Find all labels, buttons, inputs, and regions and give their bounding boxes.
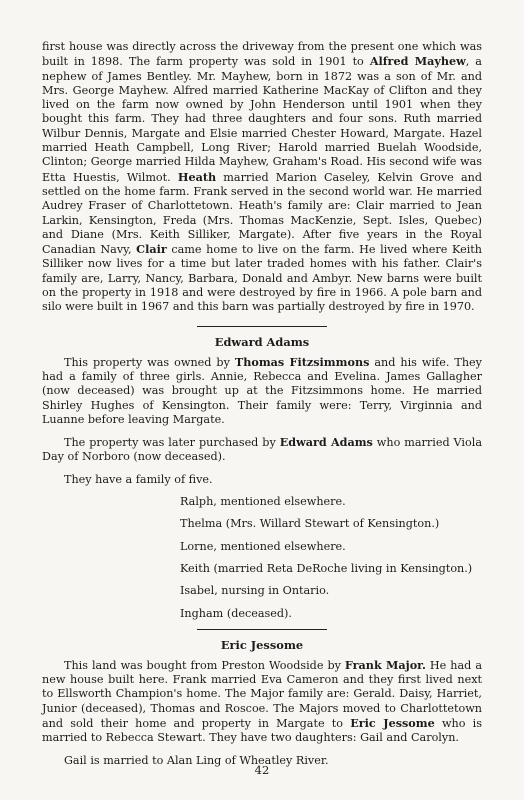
paragraph-edward-adams-purchase: The property was later purchased by Edward Adams who married Viola Day of Norboro (now deceased). [42,435,482,464]
paragraph-gail-married: Gail is married to Alan Ling of Wheatley River. [64,753,329,767]
paragraph-mayhew-history: first house was directly across the driveway from the present one which was built in 1898. The farm property was sold in 1901 to Alfred Mayhew, a nephew of James Bentley. Mr. Mayhew, born in 1872 was a son of Mr. and Mrs. George Mayhew. Alfred married Katherine MacKay of Clifton and they lived on the farm now owned by John Henderson until 1901 when they bought this farm. They had three daughters and four sons. Ruth married Wilbur Dennis, Margate and Elsie married Chester Howard, Margate. Hazel married Heath Campbell, Long River; Harold married Buelah Woodside, Clinton; George married Hilda Mayhew, Graham's Road. His second wife was Etta Huestis, Wilmot. Heath married Marion Caseley, Kelvin Grove and settled on the home farm. Frank served in the second world war. He married Audrey Fraser of Charlottetown. Heath's family are: Clair married to Jean Larkin, Kensington, Freda (Mrs. Thomas MacKenzie, Sept. Isles, Quebec) and Diane (Mrs. Keith Silliker, Margate). After five years in the Royal Canadian Navy, Clair came home to live on the farm. He lived where Keith Silliker now lives for a time but later traded homes with his father. Clair's family are, Larry, Nancy, Barbara, Donald and Ambyr. New barns were built on the property in 1918 and were destroyed by fire in 1966. A pole barn and silo were built in 1967 and this barn was partially destroyed by fire in 1970. [42,40,483,314]
page-number: 42 [254,763,270,777]
list-item: Ingham (deceased). [180,606,292,620]
section-heading-eric-jessome: Eric Jessome [220,637,304,652]
section-divider [197,629,327,630]
list-item: Thelma (Mrs. Willard Stewart of Kensington.) [180,517,440,531]
section-divider [197,326,327,327]
paragraph-family-of-five: They have a family of five. [64,472,213,486]
paragraph-fitzsimmons: This property was owned by Thomas Fitzsimmons and his wife. They had a family of three girls. Annie, Rebecca and Evelina. James Gallagher (now deceased) was brought up at the Fitzsimmons home. He married Shirley Hughes of Kensington. Their family were: Terry, Virginnia and Luanne before leaving Margate. [42,354,482,426]
section-heading-edward-adams: Edward Adams [214,334,310,349]
list-item: Lorne, mentioned elsewhere. [180,539,346,553]
list-item: Isabel, nursing in Ontario. [180,584,330,598]
children-list [42,495,482,621]
list-item: Keith (married Reta DeRoche living in Kensington.) [180,561,473,575]
paragraph-frank-major: This land was bought from Preston Woodside by Frank Major. He had a new house built here. Frank married Eva Cameron and they first lived next to Ellsworth Champion's home. The Major family are: Gerald. Daisy, Harriet, Junior (deceased), Thomas and Roscoe. The Majors moved to Charlottetown and sold their home and property in Margate to Eric Jessome who is married to Rebecca Stewart. They have two daughters: Gail and Carolyn. [42,657,482,745]
list-item: Ralph, mentioned elsewhere. [180,495,346,509]
